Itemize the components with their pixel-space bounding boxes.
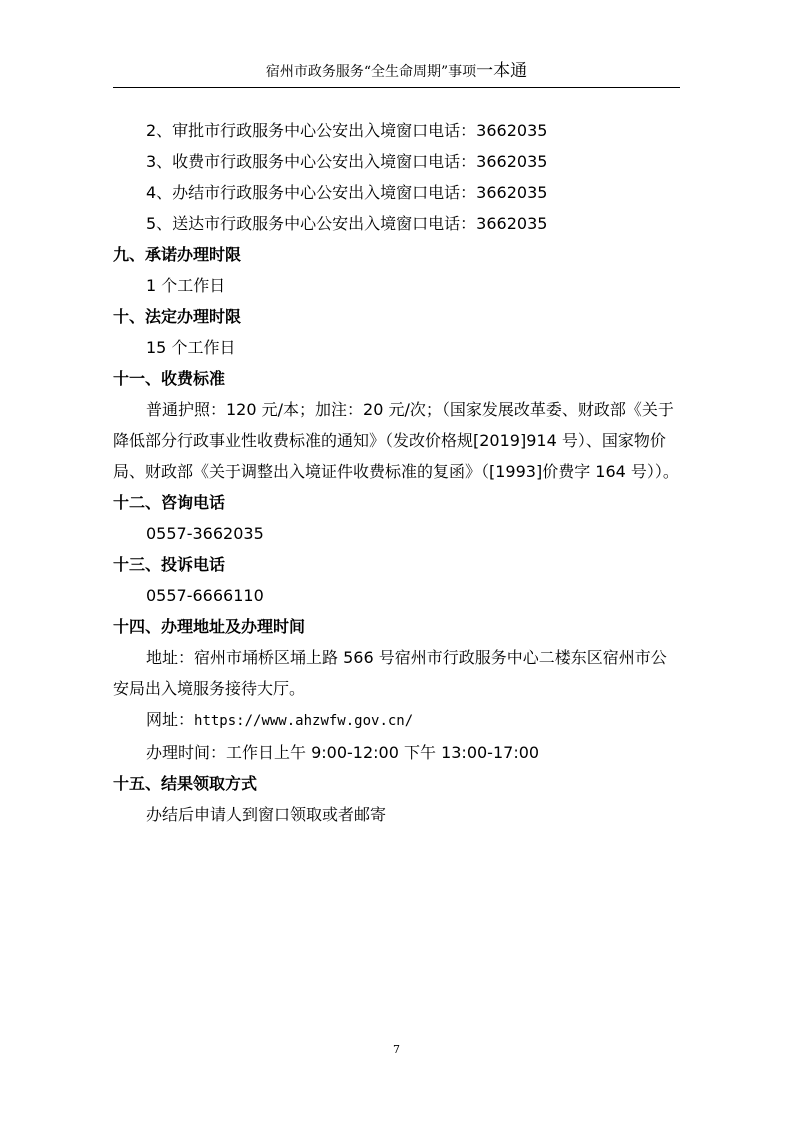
website-link[interactable]: https://www.ahzwfw.gov.cn/ (194, 713, 414, 729)
website-label: 网址： (146, 710, 195, 729)
contact-item: 4、办结市行政服务中心公安出入境窗口电话：3662035 (146, 183, 548, 202)
page-number: 7 (393, 1043, 400, 1056)
document-body (113, 115, 680, 830)
fee-standard-text: 普通护照：120 元/本；加注：20 元/次；（国家发展改革委、财政部《关于降低部分行政事业性收费标准的通知》（发改价格规[2019]914 号）、国家物价局、财政部《关于调整出入境证件收费标准的复函》（[1993]价费字 164 号））。 (113, 400, 679, 481)
section-heading: 十、法定办理时限 (113, 307, 242, 326)
address-text: 地址：宿州市埇桥区埇上路 566 号宿州市行政服务中心二楼东区宿州市公安局出入境服务接待大厅。 (113, 648, 667, 698)
contact-item: 2、审批市行政服务中心公安出入境窗口电话：3662035 (146, 121, 548, 140)
section-body: 1 个工作日 (146, 276, 226, 295)
page-header (0, 61, 793, 82)
contact-item: 3、收费市行政服务中心公安出入境窗口电话：3662035 (146, 152, 548, 171)
section-body: 办结后申请人到窗口领取或者邮寄 (146, 805, 387, 824)
section-heading: 十二、咨询电话 (113, 493, 226, 512)
section-body: 15 个工作日 (146, 338, 236, 357)
section-heading: 九、承诺办理时限 (113, 245, 242, 264)
contact-item: 5、送达市行政服务中心公安出入境窗口电话：3662035 (146, 214, 548, 233)
header-title-big: 一本通 (476, 61, 528, 81)
website-line (113, 704, 680, 737)
section-heading: 十一、收费标准 (113, 369, 226, 388)
section-heading: 十四、办理地址及办理时间 (113, 617, 306, 636)
header-title: 宿州市政务服务“全生命周期”事项 (265, 64, 477, 80)
header-rule (113, 87, 680, 88)
consult-phone: 0557-3662035 (146, 524, 264, 543)
section-heading: 十三、投诉电话 (113, 555, 226, 574)
office-hours: 办理时间：工作日上午 9:00-12:00 下午 13:00-17:00 (146, 743, 540, 762)
section-heading: 十五、结果领取方式 (113, 774, 258, 793)
complaint-phone: 0557-6666110 (146, 586, 264, 605)
